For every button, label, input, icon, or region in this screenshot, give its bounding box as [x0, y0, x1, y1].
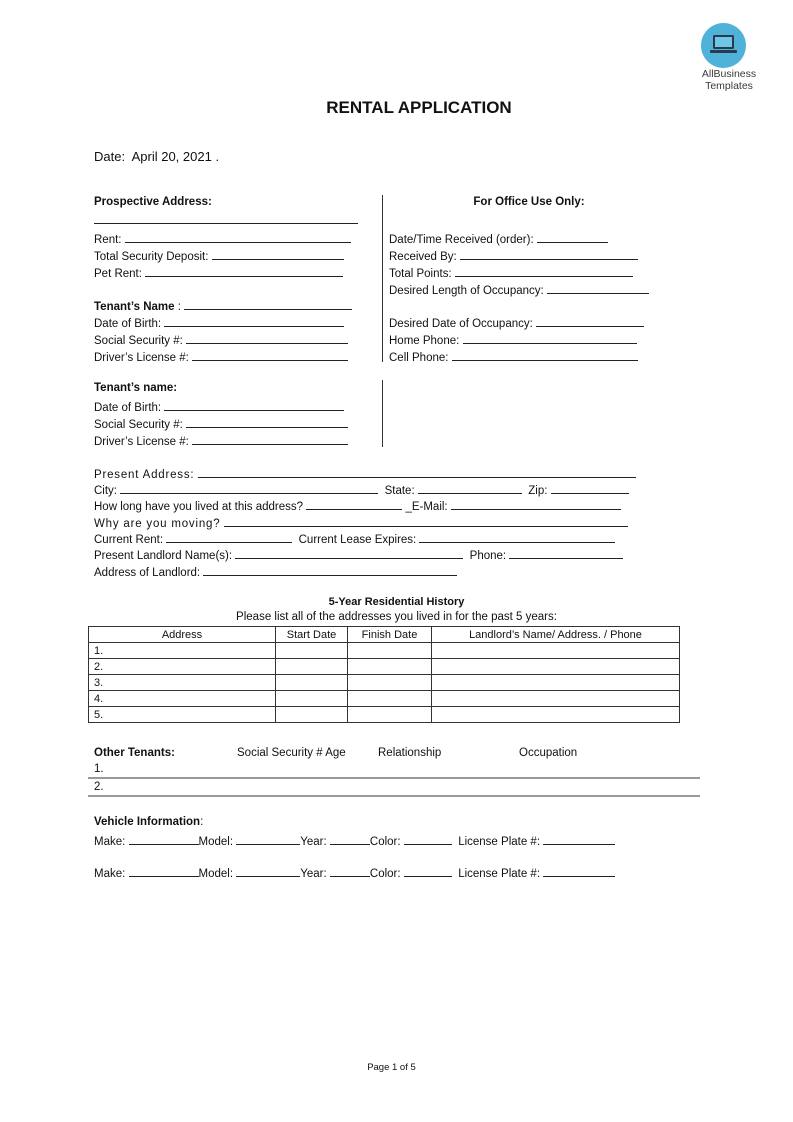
- row-number[interactable]: 5.: [89, 707, 276, 723]
- tenant1-name-line: [94, 298, 352, 313]
- total-points-line: [389, 265, 633, 280]
- other-tenants-ssn-age: Social Security # Age: [237, 747, 346, 759]
- received-by-label: Received By:: [389, 251, 457, 263]
- plate-label: License Plate #:: [458, 836, 541, 848]
- color-label: Color:: [369, 868, 401, 880]
- other-tenants-occupation: Occupation: [519, 747, 578, 759]
- landlord-names-line: [94, 547, 623, 562]
- tenant1-dob-field[interactable]: [164, 315, 344, 327]
- security-deposit-line: [94, 248, 344, 263]
- state-field[interactable]: [418, 482, 522, 494]
- other-tenant-row-1[interactable]: 1.: [94, 763, 104, 775]
- tenant1-ssn-label: Social Security #:: [94, 335, 183, 347]
- start-date-cell[interactable]: [276, 643, 348, 659]
- finish-date-cell[interactable]: [348, 707, 432, 723]
- page-number: Page 1 of 5: [367, 1062, 416, 1073]
- date-line: [94, 149, 219, 164]
- tenant1-ssn-field[interactable]: [186, 332, 348, 344]
- year-label: Year:: [300, 868, 327, 880]
- other-tenants-relationship: Relationship: [378, 747, 442, 759]
- col-header-address: Address: [89, 627, 276, 643]
- home-phone-field[interactable]: [463, 332, 637, 344]
- col-header-finish-date: Finish Date: [348, 627, 432, 643]
- year-field[interactable]: [330, 833, 370, 845]
- col-header-start-date: Start Date: [276, 627, 348, 643]
- col-header-landlord: Landlord’s Name/ Address. / Phone: [432, 627, 680, 643]
- pet-rent-line: [94, 265, 343, 280]
- finish-date-cell[interactable]: [348, 643, 432, 659]
- table-row: [89, 675, 680, 691]
- vehicle-info-heading: [94, 816, 203, 828]
- received-by-line: [389, 248, 638, 263]
- zip-field[interactable]: [551, 482, 629, 494]
- rent-field[interactable]: [125, 231, 351, 243]
- desired-date-field[interactable]: [536, 315, 644, 327]
- make-field[interactable]: [129, 833, 199, 845]
- why-moving-field[interactable]: [224, 515, 628, 527]
- landlord-address-line: [94, 564, 457, 579]
- logo-text-line2: Templates: [705, 80, 753, 92]
- tenant2-name-label: Tenant’s name:: [94, 382, 178, 394]
- tenant2-dob-line: [94, 399, 344, 414]
- year-label: Year:: [300, 836, 327, 848]
- desired-length-field[interactable]: [547, 282, 649, 294]
- laptop-icon: [701, 23, 746, 68]
- vehicle-row-2: [94, 865, 615, 880]
- table-header-row: [89, 627, 680, 643]
- color-field[interactable]: [404, 833, 452, 845]
- start-date-cell[interactable]: [276, 659, 348, 675]
- color-field[interactable]: [404, 865, 452, 877]
- how-long-line: [94, 498, 621, 513]
- history-title: 5-Year Residential History: [328, 596, 465, 608]
- tenant2-ssn-line: [94, 416, 348, 431]
- landlord-names-label: Present Landlord Name(s):: [94, 550, 233, 562]
- landlord-phone-field[interactable]: [509, 547, 623, 559]
- landlord-cell[interactable]: [432, 643, 680, 659]
- landlord-cell[interactable]: [432, 691, 680, 707]
- make-label: Make:: [94, 836, 126, 848]
- tenant1-dob-line: [94, 315, 344, 330]
- state-label: State:: [384, 485, 415, 497]
- tenant1-dob-label: Date of Birth:: [94, 318, 162, 330]
- model-label: Model:: [198, 868, 234, 880]
- why-moving-label: Why are you moving?: [94, 518, 221, 530]
- cell-phone-label: Cell Phone:: [389, 352, 449, 364]
- rent-line: [94, 231, 351, 246]
- cell-phone-line: [389, 349, 638, 364]
- present-address-line: [94, 466, 636, 481]
- home-phone-label: Home Phone:: [389, 335, 460, 347]
- vehicle-info-label: Vehicle Information: [94, 816, 201, 828]
- tenant1-license-field[interactable]: [192, 349, 348, 361]
- logo-text-line1: AllBusiness: [701, 68, 757, 80]
- row-number[interactable]: 1.: [89, 643, 276, 659]
- table-row: [89, 707, 680, 723]
- office-use-header: For Office Use Only:: [473, 196, 585, 208]
- year-field[interactable]: [330, 865, 370, 877]
- model-field[interactable]: [236, 833, 300, 845]
- table-row: [89, 691, 680, 707]
- start-date-cell[interactable]: [276, 707, 348, 723]
- why-moving-line: [94, 515, 628, 530]
- rent-label: Rent:: [94, 234, 122, 246]
- table-row: [89, 643, 680, 659]
- tenant2-license-field[interactable]: [192, 433, 348, 445]
- landlord-cell[interactable]: [432, 675, 680, 691]
- model-field[interactable]: [236, 865, 300, 877]
- received-datetime-line: [389, 231, 608, 246]
- finish-date-cell[interactable]: [348, 675, 432, 691]
- date-value[interactable]: April 20, 2021: [131, 149, 212, 164]
- desired-length-label: Desired Length of Occupancy:: [389, 285, 544, 297]
- vehicle-row-1: [94, 833, 615, 848]
- residential-history-table: [88, 626, 680, 723]
- page-title: RENTAL APPLICATION: [326, 98, 512, 117]
- plate-field[interactable]: [543, 833, 615, 845]
- finish-date-cell[interactable]: [348, 659, 432, 675]
- landlord-phone-label: Phone:: [469, 550, 507, 562]
- city-state-zip-line: [94, 482, 629, 497]
- date-label: Date:: [94, 149, 126, 164]
- tenant2-dob-field[interactable]: [164, 399, 344, 411]
- prospective-address-label: Prospective Address:: [94, 196, 212, 208]
- vehicle-info-colon: :: [200, 816, 204, 828]
- tenant2-ssn-label: Social Security #:: [94, 419, 183, 431]
- table-row: [89, 659, 680, 675]
- plate-label: License Plate #:: [458, 868, 541, 880]
- tenant1-license-label: Driver’s License #:: [94, 352, 189, 364]
- start-date-cell[interactable]: [276, 675, 348, 691]
- landlord-names-field[interactable]: [235, 547, 463, 559]
- tenant1-license-line: [94, 349, 348, 364]
- city-label: City:: [94, 485, 117, 497]
- desired-length-line: [389, 282, 649, 297]
- color-label: Color:: [369, 836, 401, 848]
- home-phone-line: [389, 332, 637, 347]
- landlord-cell[interactable]: [432, 659, 680, 675]
- desired-date-label: Desired Date of Occupancy:: [389, 318, 533, 330]
- total-points-label: Total Points:: [389, 268, 452, 280]
- other-tenant-row-2[interactable]: 2.: [94, 781, 104, 793]
- plate-field[interactable]: [543, 865, 615, 877]
- other-tenants-label: Other Tenants:: [94, 747, 175, 759]
- landlord-address-label: Address of Landlord:: [94, 567, 201, 579]
- pet-rent-field[interactable]: [145, 265, 343, 277]
- model-label: Model:: [198, 836, 234, 848]
- column-divider-bottom: [382, 380, 383, 447]
- lease-expires-label: Current Lease Expires:: [298, 534, 417, 546]
- present-address-field[interactable]: [198, 466, 636, 478]
- received-by-field[interactable]: [460, 248, 638, 260]
- how-long-field[interactable]: [306, 498, 402, 510]
- security-deposit-label: Total Security Deposit:: [94, 251, 209, 263]
- other-tenant-row-2-line: [88, 795, 700, 797]
- history-subtitle: Please list all of the addresses you lived in for the past 5 years:: [236, 611, 557, 623]
- landlord-address-field[interactable]: [203, 564, 457, 576]
- landlord-cell[interactable]: [432, 707, 680, 723]
- row-number[interactable]: 4.: [89, 691, 276, 707]
- tenant2-license-label: Driver’s License #:: [94, 436, 189, 448]
- finish-date-cell[interactable]: [348, 691, 432, 707]
- row-number[interactable]: 3.: [89, 675, 276, 691]
- tenant1-name-label: Tenant’s Name: [94, 301, 175, 313]
- prospective-address-field[interactable]: [94, 212, 358, 227]
- tenant1-name-field[interactable]: [184, 298, 352, 310]
- tenant2-ssn-field[interactable]: [186, 416, 348, 428]
- pet-rent-label: Pet Rent:: [94, 268, 142, 280]
- current-rent-line: [94, 531, 615, 546]
- date-suffix: .: [215, 149, 220, 164]
- current-rent-label: Current Rent:: [94, 534, 164, 546]
- present-address-label: Present Address:: [94, 469, 195, 481]
- lease-expires-field[interactable]: [419, 531, 615, 543]
- cell-phone-field[interactable]: [452, 349, 638, 361]
- total-points-field[interactable]: [455, 265, 633, 277]
- other-tenant-row-1-line: [88, 777, 700, 779]
- make-label: Make:: [94, 868, 126, 880]
- email-label: _E-Mail:: [405, 501, 448, 513]
- email-field[interactable]: [451, 498, 621, 510]
- received-datetime-label: Date/Time Received (order):: [389, 234, 534, 246]
- received-datetime-field[interactable]: [537, 231, 608, 243]
- tenant1-name-colon: :: [177, 301, 181, 313]
- column-divider-top: [382, 195, 383, 362]
- how-long-label: How long have you lived at this address?: [94, 501, 304, 513]
- current-rent-field[interactable]: [166, 531, 292, 543]
- city-field[interactable]: [120, 482, 378, 494]
- tenant2-license-line: [94, 433, 348, 448]
- tenant1-ssn-line: [94, 332, 348, 347]
- desired-date-line: [389, 315, 644, 330]
- make-field[interactable]: [129, 865, 199, 877]
- security-deposit-field[interactable]: [212, 248, 344, 260]
- row-number[interactable]: 2.: [89, 659, 276, 675]
- start-date-cell[interactable]: [276, 691, 348, 707]
- logo-mark: [701, 23, 746, 68]
- zip-label: Zip:: [528, 485, 548, 497]
- tenant2-dob-label: Date of Birth:: [94, 402, 162, 414]
